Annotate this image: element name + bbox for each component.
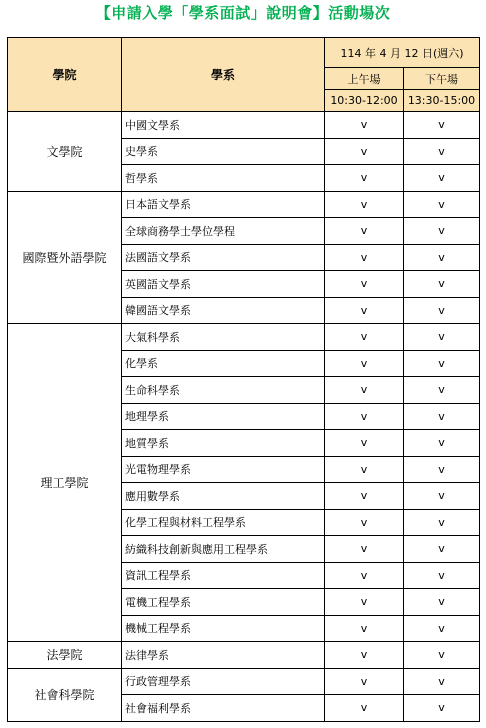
afternoon-session-label: 下午場 (404, 68, 480, 90)
department-name: 資訊工程學系 (122, 562, 325, 589)
department-name: 行政管理學系 (122, 668, 325, 695)
department-name: 全球商務學士學位學程 (122, 218, 325, 245)
morning-session-mark: v (325, 271, 404, 298)
afternoon-session-mark: v (404, 403, 480, 430)
department-name: 地理學系 (122, 403, 325, 430)
afternoon-session-mark: v (404, 191, 480, 218)
morning-session-mark: v (325, 138, 404, 165)
afternoon-session-mark: v (404, 324, 480, 351)
department-name: 英國語文學系 (122, 271, 325, 298)
afternoon-session-mark: v (404, 377, 480, 404)
morning-session-mark: v (325, 218, 404, 245)
department-name: 紡織科技創新與應用工程學系 (122, 536, 325, 563)
afternoon-session-mark: v (404, 536, 480, 563)
morning-session-mark: v (325, 324, 404, 351)
department-column-header: 學系 (122, 38, 325, 112)
afternoon-session-mark: v (404, 642, 480, 669)
afternoon-session-mark: v (404, 297, 480, 324)
morning-session-mark: v (325, 456, 404, 483)
table-row (8, 191, 480, 218)
afternoon-session-mark: v (404, 589, 480, 616)
morning-session-mark: v (325, 112, 404, 139)
afternoon-session-mark: v (404, 668, 480, 695)
morning-session-mark: v (325, 562, 404, 589)
morning-session-mark: v (325, 483, 404, 510)
table-row (8, 324, 480, 351)
department-name: 韓國語文學系 (122, 297, 325, 324)
table-row (8, 642, 480, 669)
afternoon-session-mark: v (404, 456, 480, 483)
morning-session-mark: v (325, 191, 404, 218)
afternoon-session-mark: v (404, 112, 480, 139)
afternoon-session-mark: v (404, 483, 480, 510)
afternoon-session-mark: v (404, 350, 480, 377)
afternoon-session-mark: v (404, 430, 480, 457)
department-name: 法國語文學系 (122, 244, 325, 271)
morning-session-mark: v (325, 350, 404, 377)
department-name: 機械工程學系 (122, 615, 325, 642)
department-name: 化學工程與材料工程學系 (122, 509, 325, 536)
department-name: 哲學系 (122, 165, 325, 192)
morning-session-mark: v (325, 536, 404, 563)
morning-session-mark: v (325, 403, 404, 430)
afternoon-session-mark: v (404, 244, 480, 271)
college-name: 國際暨外語學院 (8, 191, 122, 324)
afternoon-session-mark: v (404, 562, 480, 589)
morning-session-mark: v (325, 695, 404, 722)
session-date-header: 114 年 4 月 12 日(週六) (325, 38, 480, 68)
department-name: 大氣科學系 (122, 324, 325, 351)
afternoon-session-mark: v (404, 218, 480, 245)
morning-session-mark: v (325, 244, 404, 271)
department-name: 史學系 (122, 138, 325, 165)
department-name: 地質學系 (122, 430, 325, 457)
college-name: 法學院 (8, 642, 122, 669)
morning-session-mark: v (325, 165, 404, 192)
afternoon-session-mark: v (404, 509, 480, 536)
department-name: 社會福利學系 (122, 695, 325, 722)
department-name: 日本語文學系 (122, 191, 325, 218)
department-name: 法律學系 (122, 642, 325, 669)
morning-session-mark: v (325, 377, 404, 404)
morning-session-mark: v (325, 642, 404, 669)
morning-session-time: 10:30-12:00 (325, 90, 404, 112)
afternoon-session-mark: v (404, 695, 480, 722)
college-name: 社會科學院 (8, 668, 122, 721)
afternoon-session-time: 13:30-15:00 (404, 90, 480, 112)
college-name: 理工學院 (8, 324, 122, 642)
morning-session-mark: v (325, 668, 404, 695)
department-name: 中國文學系 (122, 112, 325, 139)
department-name: 化學系 (122, 350, 325, 377)
afternoon-session-mark: v (404, 271, 480, 298)
department-name: 應用數學系 (122, 483, 325, 510)
morning-session-mark: v (325, 615, 404, 642)
morning-session-label: 上午場 (325, 68, 404, 90)
session-table (7, 37, 480, 722)
page-title: 【申請入學「學系面試」說明會】活動場次 (95, 4, 391, 22)
department-name: 生命科學系 (122, 377, 325, 404)
department-name: 光電物理學系 (122, 456, 325, 483)
department-name: 電機工程學系 (122, 589, 325, 616)
morning-session-mark: v (325, 509, 404, 536)
afternoon-session-mark: v (404, 138, 480, 165)
table-row (8, 112, 480, 139)
afternoon-session-mark: v (404, 165, 480, 192)
morning-session-mark: v (325, 430, 404, 457)
college-column-header: 學院 (8, 38, 122, 112)
table-row (8, 668, 480, 695)
morning-session-mark: v (325, 297, 404, 324)
college-name: 文學院 (8, 112, 122, 192)
afternoon-session-mark: v (404, 615, 480, 642)
morning-session-mark: v (325, 589, 404, 616)
